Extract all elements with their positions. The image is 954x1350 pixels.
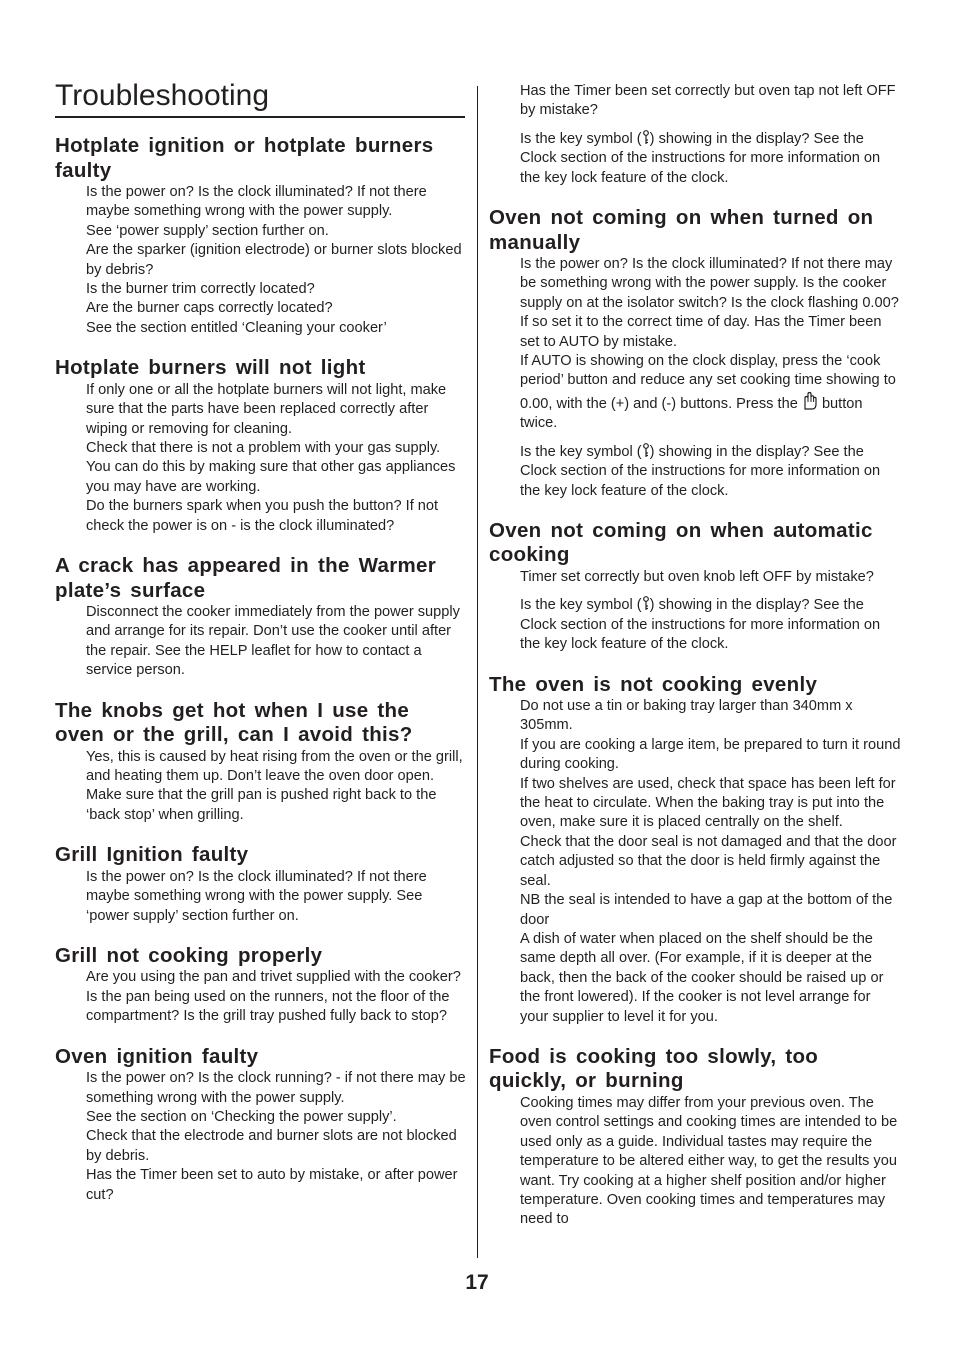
paragraph: Is the power on? Is the clock illuminated? If not there maybe something wrong with the power supply. See ‘power supply’ section further on. — [86, 868, 427, 924]
paragraph: Has the Timer been set to auto by mistake, or after power cut? — [86, 1167, 458, 1203]
paragraph: Timer set correctly but oven knob left OFF by mistake? — [520, 568, 874, 585]
paragraph: Disconnect the cooker immediately from the power supply and arrange for its repair. Don’t use the cooker until after the repair. See the HELP leaflet for how to contact a service person. — [86, 604, 460, 679]
section-body — [86, 381, 467, 536]
paragraph — [520, 352, 901, 434]
section-heading: Grill not cooking properly — [55, 943, 323, 967]
section-heading: Grill Ignition faulty — [55, 843, 249, 867]
paragraph: Are the burner caps correctly located? — [86, 300, 333, 317]
section-body — [520, 697, 901, 1027]
section-heading: A crack has appeared in the Warmer plate’s surface — [55, 554, 437, 602]
section-heading: Oven not coming on when automatic cooking — [489, 518, 873, 567]
paragraph: Cooking times may differ from your previous oven. The oven control settings and cooking times are intended to be used only as a guide. Individual tastes may require the temperature to be altered either way, to get the results you want. Try cooking at a higher shelf position and/or higher temperature. Oven cooking times and temperatures may need to — [520, 1094, 898, 1228]
section-body — [86, 968, 467, 1026]
paragraph: Is the power on? Is the clock illuminated? If not there maybe something wrong with the power supply. — [86, 184, 427, 220]
section-oven-automatic — [489, 519, 901, 655]
section-body — [86, 183, 467, 338]
page-title: Troubleshooting — [55, 78, 465, 118]
left-column — [55, 134, 467, 1205]
text: Is the key symbol ( — [520, 597, 642, 614]
section-body — [86, 603, 467, 681]
section-burners-not-light — [55, 356, 467, 536]
hand-icon — [802, 391, 818, 411]
paragraph: Are the sparker (ignition electrode) or burner slots blocked by debris? — [86, 242, 462, 278]
section-heading: Oven not coming on when turned on manually — [489, 206, 874, 254]
text: Is the key symbol ( — [520, 130, 642, 147]
paragraph: See ‘power supply’ section further on. — [86, 222, 329, 239]
page-number: 17 — [465, 1271, 489, 1294]
paragraph: Are you using the pan and trivet supplied with the cooker? Is the pan being used on the runners, not the floor of the compartment? Is the grill tray pushed fully back to stop? — [86, 969, 461, 1025]
paragraph: If two shelves are used, check that space has been left for the heat to circulate. When the baking tray is put into the oven, make sure it is placed centrally on the shelf. — [520, 775, 896, 831]
section-food-cooking-speed — [489, 1045, 901, 1230]
paragraph: If you are cooking a large item, be prepared to turn it round during cooking. — [520, 736, 901, 773]
section-oven-manual — [489, 206, 901, 501]
section-body — [520, 568, 901, 655]
text: Is the key symbol ( — [520, 443, 642, 460]
paragraph: NB the seal is intended to have a gap at the bottom of the door — [520, 892, 893, 928]
paragraph: A dish of water when placed on the shelf should be the same depth all over. (For example, if it is deeper at the back, then the back of the cooker should be raised up or the front lowered). If the cooker is not level arrange for your supplier to level it for you. — [520, 930, 884, 1025]
paragraph: See the section on ‘Checking the power supply’. — [86, 1109, 397, 1125]
section-heading: Oven ignition faulty — [55, 1044, 259, 1068]
right-column — [489, 82, 901, 1230]
paragraph: Do the burners spark when you push the button? If not check the power is on - is the clock illuminated? — [86, 498, 439, 534]
section-body — [520, 1094, 901, 1230]
paragraph: Check that there is not a problem with your gas supply. You can do this by making sure that other gas appliances you may have are working. — [86, 439, 456, 495]
paragraph: Is the power on? Is the clock illuminated? If not there may be something wrong with the power supply. Is the cooker supply on at the isolator switch? Is the clock flashing 0.00? If so set it to the correct time of day. Has the Timer been set to AUTO by mistake. — [520, 256, 899, 350]
paragraph: Check that the door seal is not damaged and that the door catch adjusted so that the door is held firmly against the seal. — [520, 833, 897, 889]
section-knobs-hot — [55, 699, 467, 826]
paragraph: Yes, this is caused by heat rising from the oven or the grill, and heating them up. Don’t leave the oven door open. Make sure that the grill pan is pushed right back to the ‘back stop’ when grilling. — [86, 748, 463, 823]
section-body — [86, 748, 467, 826]
paragraph: See the section entitled ‘Cleaning your cooker’ — [86, 319, 387, 336]
paragraph: If only one or all the hotplate burners will not light, make sure that the parts have been replaced correctly after wiping or removing for cleaning. — [86, 381, 447, 437]
section-grill-not-cooking — [55, 944, 467, 1027]
section-oven-ignition — [55, 1045, 467, 1205]
text: ) showing in the display? See the Clock section of the instructions for more information on the key lock feature of the clock. — [520, 597, 881, 653]
section-grill-ignition — [55, 843, 467, 926]
paragraph: Has the Timer been set correctly but oven tap not left OFF by mistake? — [520, 83, 896, 119]
section-heading: Food is cooking too slowly, too quickly, or burning — [489, 1044, 819, 1093]
section-body — [86, 1069, 467, 1205]
paragraph — [520, 443, 901, 501]
section-body — [520, 255, 901, 501]
section-continued — [489, 82, 901, 188]
section-oven-uneven — [489, 673, 901, 1027]
section-heading: Hotplate burners will not light — [55, 356, 366, 380]
section-heading: The oven is not cooking evenly — [489, 672, 818, 696]
text: button twice. — [520, 395, 863, 432]
paragraph — [520, 596, 901, 654]
section-heading: Hotplate ignition or hotplate burners faulty — [55, 134, 434, 182]
paragraph — [520, 130, 901, 188]
paragraph: Is the power on? Is the clock running? - if not there may be something wrong with the power supply. — [86, 1070, 466, 1106]
text: ) showing in the display? See the Clock section of the instructions for more information on the key lock feature of the clock. — [520, 443, 881, 499]
text: If AUTO is showing on the clock display, press the ‘cook period’ button and reduce any set cooking time showing to 0.00, with the (+) and (-) buttons. Press the — [520, 353, 896, 412]
section-body — [86, 868, 467, 926]
section-warmer-plate-crack — [55, 554, 467, 681]
column-divider — [477, 86, 478, 1258]
key-icon — [642, 596, 650, 611]
paragraph: Is the burner trim correctly located? — [86, 281, 315, 298]
paragraph: Check that the electrode and burner slots are not blocked by debris. — [86, 1128, 457, 1164]
key-icon — [642, 130, 650, 145]
section-heading: The knobs get hot when I use the oven or the grill, can I avoid this? — [55, 698, 413, 747]
text: ) showing in the display? See the Clock section of the instructions for more information on the key lock feature of the clock. — [520, 130, 881, 186]
paragraph: Do not use a tin or baking tray larger than 340mm x 305mm. — [520, 698, 853, 734]
key-icon — [642, 443, 650, 458]
section-body — [520, 82, 901, 188]
section-hotplate-ignition — [55, 134, 467, 338]
